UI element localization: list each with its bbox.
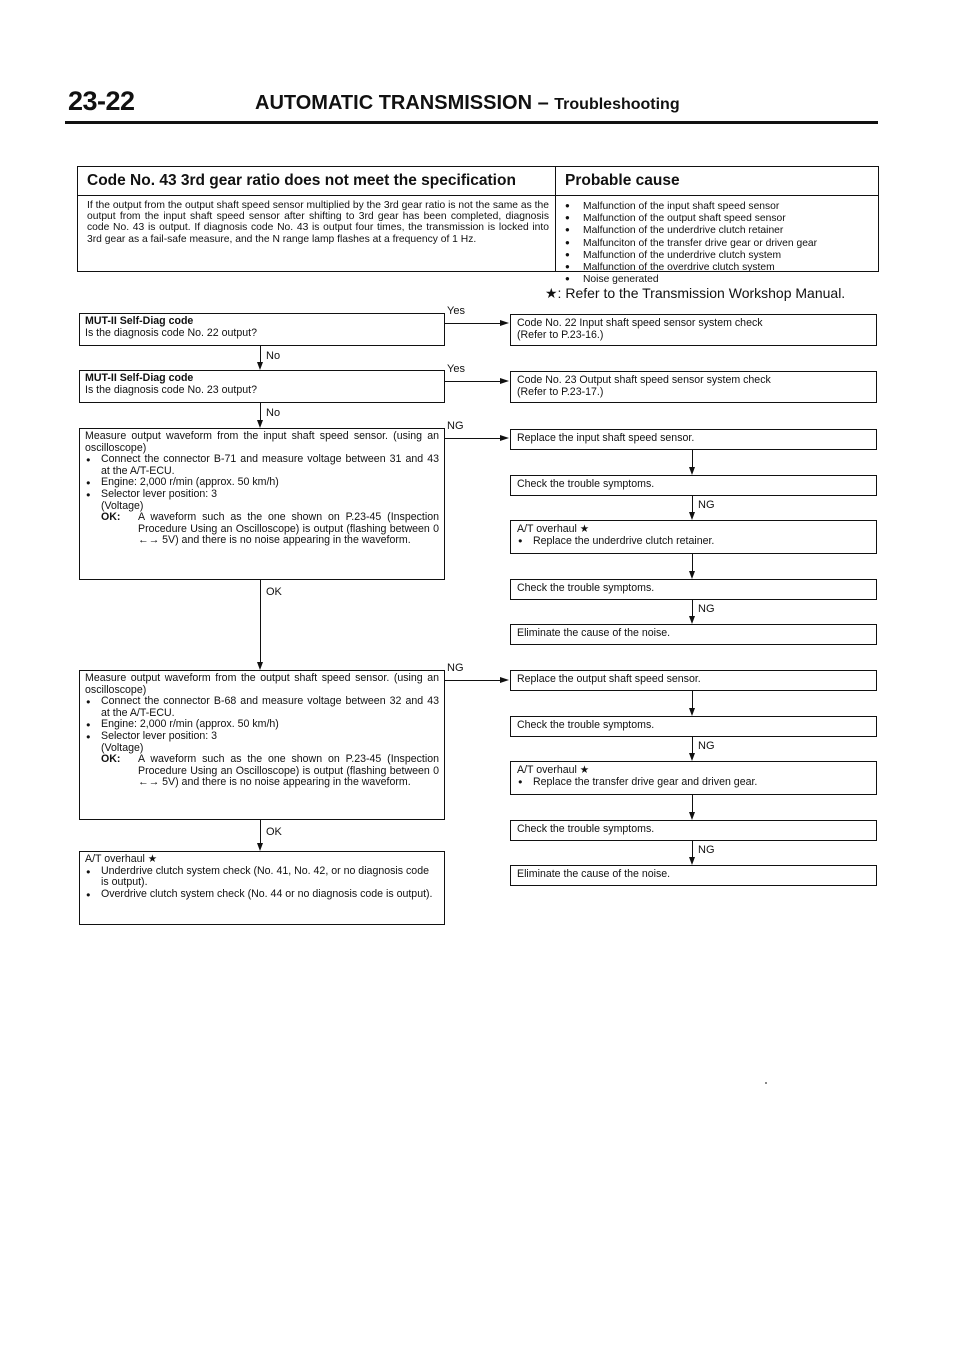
flow-connector [260,403,261,420]
result-reference: (Refer to P.23-16.) [517,329,604,341]
arrow-head [689,571,695,579]
cause-item: ● Malfunciton of the transfer drive gear or driven gear [565,237,874,249]
arrow-head [500,378,509,384]
condition-item: ● Engine: 2,000 r/min (approx. 50 km/h) [85,719,439,731]
result-box-check-symptoms: Check the trouble symptoms. [510,475,877,496]
step-box-code-23 [79,370,445,403]
section-title: AUTOMATIC TRANSMISSION [255,92,533,114]
result-box-eliminate-noise: Eliminate the cause of the noise. [510,865,877,886]
ok-label: OK [266,586,282,598]
flow-connector [692,554,693,571]
step-question: Is the diagnosis code No. 23 output? [85,383,257,396]
result-box-replace-output-sensor: Replace the output shaft speed sensor. [510,670,877,691]
workshop-manual-note: ★: Refer to the Transmission Workshop Manual. [545,285,846,301]
flow-connector [445,323,501,324]
result-item: ● Replace the underdrive clutch retainer. [517,535,870,547]
result-box-overhaul-underdrive [510,520,877,554]
cause-item: ● Malfunction of the overdrive clutch system [565,261,874,273]
step-question: Is the diagnosis code No. 22 output? [85,326,257,339]
cause-item: ● Malfunction of the underdrive clutch retainer [565,224,874,236]
ok-label: OK [266,826,282,838]
ng-label: NG [447,662,464,674]
arrow-head [500,677,509,683]
ok-label: OK: [101,511,121,524]
yes-label: Yes [447,363,465,375]
flow-connector [692,795,693,812]
step-title: MUT-II Self-Diag code [85,315,194,327]
arrow-head [257,662,263,670]
flow-connector [445,680,501,681]
result-box-check-symptoms: Check the trouble symptoms. [510,716,877,737]
code-description-column [78,167,556,271]
ok-criteria [101,512,439,547]
ok-criteria [101,754,439,789]
step-checks [85,866,439,901]
step-box-output-waveform [79,670,445,820]
step-title: Measure output waveform from the output shaft speed sensor. (using an oscilloscope) [85,672,439,696]
arrow-head [689,753,695,761]
result-box-code-22-check [510,314,877,346]
arrow-head [689,616,695,624]
flow-connector [260,346,261,362]
yes-label: Yes [447,305,465,317]
voltage-label: (Voltage) [101,741,144,754]
header-rule [65,121,878,124]
code-description: If the output from the output shaft speed sensor multiplied by the 3rd gear ratio is not the same as the output from the input shaft speed sensor after shifting to 3rd gear has been completed, diagnosis code No. 43 is output. If diagnosis code No. 43 is output four times, the transmission is locked into 3rd gear as a fail-safe measure, and the N range lamp flashes at a frequency of 1 Hz. [87,200,549,245]
flow-connector [260,580,261,662]
no-label: No [266,350,281,362]
probable-cause-heading: Probable cause [556,167,878,196]
condition-item: ● Engine: 2,000 r/min (approx. 50 km/h) [85,477,439,489]
flow-connector [692,691,693,708]
arrow-head [500,435,509,441]
probable-cause-column [556,167,878,286]
result-title: A/T overhaul ★ [517,764,590,776]
result-box-code-23-check [510,371,877,403]
result-line: Code No. 22 Input shaft speed sensor system check [517,317,763,329]
result-box-replace-input-sensor: Replace the input shaft speed sensor. [510,429,877,450]
scan-speck [765,1082,767,1084]
probable-cause-list [556,196,878,285]
step-title: A/T overhaul ★ [85,853,158,865]
arrow-head [689,708,695,716]
code-summary-table [77,166,879,286]
step-conditions [85,696,439,754]
title-dash: – [537,92,549,114]
ng-label: NG [698,740,715,752]
flow-connector [260,820,261,843]
code-heading: Code No. 43 3rd gear ratio does not meet the specification [78,167,555,196]
result-reference: (Refer to P.23-17.) [517,386,604,398]
step-box-code-22 [79,313,445,346]
arrow-head [257,362,263,370]
ok-label: OK: [101,753,121,766]
step-title: Measure output waveform from the input shaft speed sensor. (using an oscilloscope) [85,430,439,454]
flow-connector [692,496,693,512]
flow-connector [445,381,501,382]
arrow-head [257,843,263,851]
result-items [517,535,870,547]
condition-item: ● Selector lever position: 3 [85,731,439,743]
step-title: MUT-II Self-Diag code [85,372,194,384]
ng-label: NG [698,499,715,511]
arrow-head [689,512,695,520]
result-line: Code No. 23 Output shaft speed sensor system check [517,374,771,386]
flow-connector [692,450,693,467]
flow-connector [445,438,501,439]
cause-item: ● Noise generated [565,273,874,285]
page-number: 23-22 [68,86,135,116]
condition-item: ● Connect the connector B-71 and measure voltage between 31 and 43 at the A/T-ECU. [85,454,439,477]
arrow-head [500,320,509,326]
no-label: No [266,407,281,419]
arrow-head [689,467,695,475]
condition-item: ● Connect the connector B-68 and measure voltage between 32 and 43 at the A/T-ECU. [85,696,439,719]
result-items [517,776,870,788]
ng-label: NG [698,603,715,615]
cause-item: ● Malfunction of the input shaft speed sensor [565,200,874,212]
step-conditions [85,454,439,512]
flow-connector [692,737,693,753]
ng-label: NG [447,420,464,432]
cause-item: ● Malfunction of the output shaft speed sensor [565,212,874,224]
arrow-head [689,857,695,865]
check-item: ● Overdrive clutch system check (No. 44 or no diagnosis code is output). [85,889,439,901]
ng-label: NG [698,844,715,856]
condition-item: ● Selector lever position: 3 [85,489,439,501]
result-item: ● Replace the transfer drive gear and driven gear. [517,776,870,788]
flow-connector [692,841,693,857]
arrow-head [257,420,263,428]
flow-connector [692,600,693,616]
result-box-eliminate-noise: Eliminate the cause of the noise. [510,624,877,645]
check-item: ● Underdrive clutch system check (No. 41, No. 42, or no diagnosis code is output). [85,866,439,889]
page-title [255,92,680,115]
result-title: A/T overhaul ★ [517,523,590,535]
result-box-check-symptoms: Check the trouble symptoms. [510,579,877,600]
cause-item: ● Malfunction of the underdrive clutch system [565,249,874,261]
arrow-head [689,812,695,820]
section-subtitle: Troubleshooting [554,96,680,113]
step-box-at-overhaul [79,851,445,925]
result-box-check-symptoms: Check the trouble symptoms. [510,820,877,841]
ok-text: A waveform such as the one shown on P.23-45 (Inspection Procedure Using an Oscilloscope) is output (flashing between 0 ←→ 5V) and there is no noise appearing in the waveform. [138,753,439,789]
voltage-label: (Voltage) [101,499,144,512]
ok-text: A waveform such as the one shown on P.23-45 (Inspection Procedure Using an Oscilloscope) is output (flashing between 0 ←→ 5V) and there is no noise appearing in the waveform. [138,511,439,547]
step-box-input-waveform [79,428,445,580]
result-box-overhaul-transfer-gear [510,761,877,795]
